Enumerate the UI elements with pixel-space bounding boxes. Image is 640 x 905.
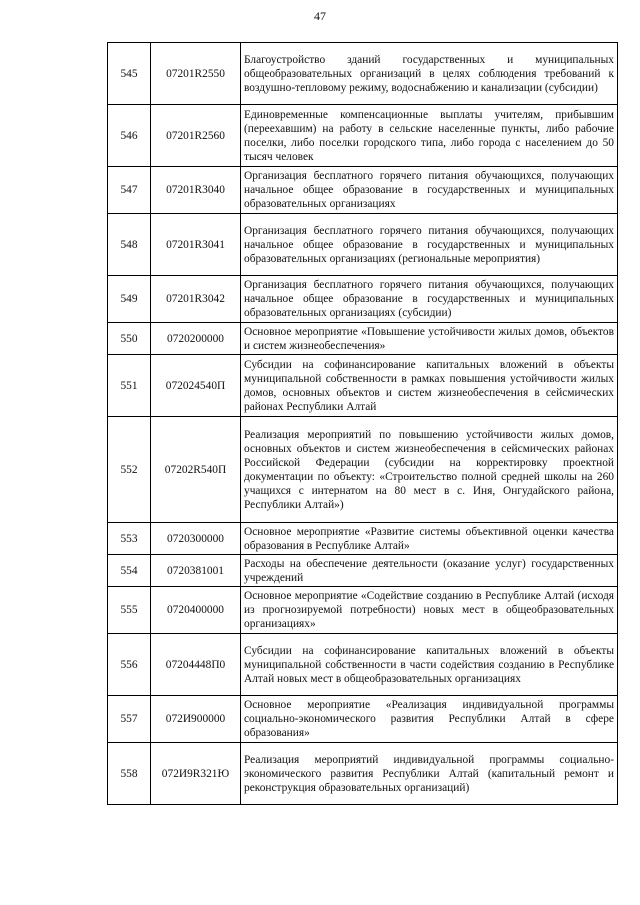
target-code: 072024540П bbox=[151, 355, 241, 417]
target-code: 07201R2560 bbox=[151, 105, 241, 167]
table-row bbox=[108, 743, 618, 805]
row-number: 545 bbox=[108, 43, 151, 105]
expense-description: Основное мероприятие «Реализация индивидуальной программы социально-экономического развития Республики Алтай в сфере образования» bbox=[241, 696, 618, 743]
target-code: 0720381001 bbox=[151, 555, 241, 587]
table-row bbox=[108, 555, 618, 587]
table-row bbox=[108, 323, 618, 355]
expense-description: Благоустройство зданий государственных и муниципальных общеобразовательных организаций в целях соблюдения требований к воздушно-тепловому режиму, водоснабжению и канализации (субсидии) bbox=[241, 43, 618, 105]
expense-description: Субсидии на софинансирование капитальных вложений в объекты муниципальной собственности в рамках повышения устойчивости жилых домов, основных объектов и систем жизнеобеспечения в сейсмических районах Республики Алтай bbox=[241, 355, 618, 417]
table-row bbox=[108, 523, 618, 555]
target-code: 072И9R321Ю bbox=[151, 743, 241, 805]
table-row bbox=[108, 696, 618, 743]
expense-description: Организация бесплатного горячего питания обучающихся, получающих начальное общее образование в государственных и муниципальных образовательных организациях (субсидии) bbox=[241, 276, 618, 323]
row-number: 557 bbox=[108, 696, 151, 743]
expense-description: Основное мероприятие «Развитие системы объективной оценки качества образования в Республике Алтай» bbox=[241, 523, 618, 555]
row-number: 553 bbox=[108, 523, 151, 555]
table-row bbox=[108, 43, 618, 105]
target-code: 072И900000 bbox=[151, 696, 241, 743]
budget-code-table bbox=[107, 42, 618, 805]
row-number: 558 bbox=[108, 743, 151, 805]
row-number: 554 bbox=[108, 555, 151, 587]
row-number: 547 bbox=[108, 167, 151, 214]
expense-description: Расходы на обеспечение деятельности (оказание услуг) государственных учреждений bbox=[241, 555, 618, 587]
row-number: 548 bbox=[108, 214, 151, 276]
target-code: 07201R2550 bbox=[151, 43, 241, 105]
table-row bbox=[108, 634, 618, 696]
target-code: 07201R3042 bbox=[151, 276, 241, 323]
row-number: 556 bbox=[108, 634, 151, 696]
table-row bbox=[108, 276, 618, 323]
row-number: 550 bbox=[108, 323, 151, 355]
row-number: 555 bbox=[108, 587, 151, 634]
target-code: 0720400000 bbox=[151, 587, 241, 634]
target-code: 0720200000 bbox=[151, 323, 241, 355]
expense-description: Единовременные компенсационные выплаты учителям, прибывшим (переехавшим) на работу в сельские населенные пункты, либо рабочие поселки, либо поселки городского типа, либо города с населением до 50 тысяч человек bbox=[241, 105, 618, 167]
target-code: 0720300000 bbox=[151, 523, 241, 555]
table-row bbox=[108, 355, 618, 417]
row-number: 546 bbox=[108, 105, 151, 167]
expense-description: Субсидии на софинансирование капитальных вложений в объекты муниципальной собственности в части содействия созданию в Республике Алтай новых мест в общеобразовательных организациях bbox=[241, 634, 618, 696]
table-row bbox=[108, 587, 618, 634]
target-code: 07201R3041 bbox=[151, 214, 241, 276]
table-row bbox=[108, 214, 618, 276]
target-code: 07202R540П bbox=[151, 417, 241, 523]
row-number: 552 bbox=[108, 417, 151, 523]
table-row bbox=[108, 167, 618, 214]
table-row bbox=[108, 417, 618, 523]
page-number: 47 bbox=[314, 9, 326, 23]
target-code: 07204448П0 bbox=[151, 634, 241, 696]
row-number: 551 bbox=[108, 355, 151, 417]
row-number: 549 bbox=[108, 276, 151, 323]
table-row bbox=[108, 105, 618, 167]
expense-description: Основное мероприятие «Содействие созданию в Республике Алтай (исходя из прогнозируемой потребности) новых мест в общеобразовательных организациях» bbox=[241, 587, 618, 634]
expense-description: Организация бесплатного горячего питания обучающихся, получающих начальное общее образование в государственных и муниципальных образовательных организациях (региональные мероприятия) bbox=[241, 214, 618, 276]
expense-description: Реализация мероприятий индивидуальной программы социально-экономического развития Республики Алтай (капитальный ремонт и реконструкция образовательных организаций) bbox=[241, 743, 618, 805]
expense-description: Основное мероприятие «Повышение устойчивости жилых домов, объектов и систем жизнеобеспечения» bbox=[241, 323, 618, 355]
target-code: 07201R3040 bbox=[151, 167, 241, 214]
expense-description: Реализация мероприятий по повышению устойчивости жилых домов, основных объектов и систем жизнеобеспечения в сейсмических районах Российской Федерации (субсидии на корректировку проектной документации по объекту: «Строительство полной средней школы на 260 учащихся с интернатом на 80 мест в с. Иня, Онгудайского района, Республики Алтай») bbox=[241, 417, 618, 523]
expense-description: Организация бесплатного горячего питания обучающихся, получающих начальное общее образование в государственных и муниципальных образовательных организациях bbox=[241, 167, 618, 214]
